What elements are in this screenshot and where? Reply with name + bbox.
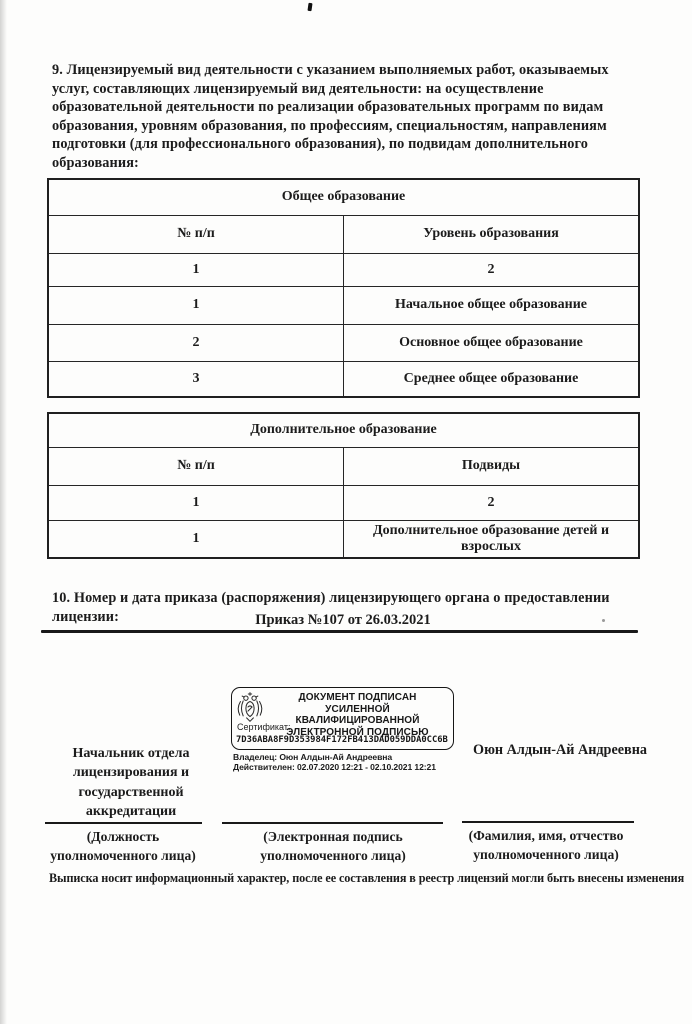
label-line: уполномоченного лица) (260, 848, 406, 863)
column-header-subtypes: Подвиды (344, 447, 640, 485)
order-number-and-date: Приказ №107 от 26.03.2021 (255, 612, 431, 628)
signature-label-position (18, 827, 228, 865)
cell-num: 1 (48, 253, 344, 286)
cell-num: 1 (48, 485, 344, 520)
column-header-num: № п/п (48, 215, 344, 253)
cell-value: Основное общее образование (344, 324, 640, 361)
label-line: (Должность (86, 829, 160, 844)
certificate-validity: Действителен: 02.07.2020 12:21 - 02.10.2021 12:21 (233, 762, 436, 772)
scan-artifact (307, 3, 312, 11)
cell-num: 2 (48, 324, 344, 361)
label-line: уполномоченного лица) (50, 848, 196, 863)
general-education-table (47, 178, 640, 398)
cell-value: Дополнительное образование детей и взрослых (344, 520, 640, 558)
signature-line-name (462, 821, 634, 823)
table-row (48, 324, 639, 361)
table-row (48, 485, 639, 520)
stamp-title-line: УСИЛЕННОЙ КВАЛИФИЦИРОВАННОЙ (295, 703, 420, 727)
scan-edge-shadow (0, 0, 7, 1024)
signer-position: Начальник отдела лицензирования и государственной аккредитации (72, 746, 190, 820)
label-line: (Электронная подпись (263, 829, 403, 844)
cell-value: Среднее общее образование (344, 361, 640, 397)
cell-num: 1 (48, 286, 344, 324)
cell-value: Начальное общее образование (344, 286, 640, 324)
table-title: Общее образование (48, 179, 639, 215)
certificate-label: Сертификат: (237, 722, 291, 732)
label-line: уполномоченного лица) (473, 847, 619, 862)
cell-value: 2 (344, 253, 640, 286)
certificate-value: 7D36ABA8F9D353984F172FB413DAD059DDA0CC6B (236, 735, 448, 745)
table-row (48, 361, 639, 397)
table-row (48, 286, 639, 324)
cell-num: 3 (48, 361, 344, 397)
cell-value: 2 (344, 485, 640, 520)
table-row (48, 520, 639, 558)
signature-line-esign (222, 822, 443, 824)
certificate-owner: Владелец: Оюн Алдын-Ай Андреевна (233, 752, 393, 762)
footer-note: Выписка носит информационный характер, после ее составления в реестр лицензий могли быть внесены изменения (49, 871, 685, 885)
electronic-signature-stamp (231, 687, 454, 750)
stamp-title-line: ЭЛЕКТРОННОЙ ПОДПИСЬЮ (286, 726, 429, 738)
signer-name: Оюн Алдын-Ай Андреевна (473, 742, 647, 758)
horizontal-divider (41, 630, 638, 633)
additional-education-table (47, 412, 640, 559)
stamp-title-line: ДОКУМЕНТ ПОДПИСАН (298, 692, 417, 703)
stamp-title (264, 692, 451, 738)
signature-label-fio (440, 826, 652, 864)
table-row (48, 253, 639, 286)
cell-num: 1 (48, 520, 344, 558)
label-line: (Фамилия, имя, отчество (468, 828, 624, 843)
column-header-level: Уровень образования (344, 215, 640, 253)
table-title: Дополнительное образование (48, 413, 639, 447)
paragraph-10-order-info: 10. Номер и дата приказа (распоряжения) лицензирующего органа о предоставлении лицензии: (52, 590, 610, 625)
signature-line-position (45, 822, 202, 824)
signature-label-esign (228, 827, 438, 865)
paragraph-9-licensed-activity: 9. Лицензируемый вид деятельности с указанием выполняемых работ, оказываемых услуг, составляющих лицензируемый вид деятельности: на осуществление образовательной деятельности по реализации образовательных программ по видам образования, уровням образования, по профессиям, специальностям, направлениям подготовки (для профессионального образования), по подвидам дополнительного образования: (52, 62, 609, 171)
column-header-num: № п/п (48, 447, 344, 485)
